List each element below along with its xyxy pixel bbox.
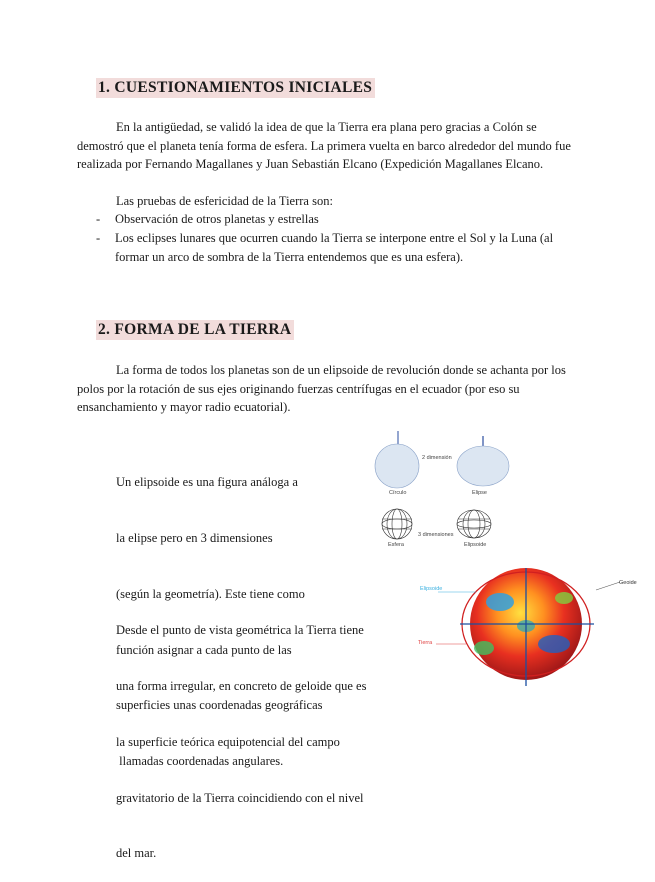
text-line: Desde el punto de vista geométrica la Tierra tiene [116, 623, 364, 638]
text-line: gravitatorio de la Tierra coincidiendo con el nivel [116, 790, 364, 805]
label-2d: 2 dimensión [422, 455, 452, 461]
proofs-intro: Las pruebas de esfericidad de la Tierra son: [116, 193, 333, 208]
forma-paragraph: La forma de todos los planetas son de un elipsoide de revolución donde se achanta por los polos por la rotación de sus ejes originando fuerzas centrífugas en el ecuador (por eso su ensanchamiento y mayor radio ecuatorial). [77, 363, 566, 415]
label-3d: 3 dimensiones [418, 532, 454, 538]
text-line: Un elipsoide es una figura análoga a [116, 475, 298, 490]
label-ellipsoid: Elipsoide [464, 542, 487, 548]
label-circle: Círculo [389, 490, 407, 496]
text-line: una forma irregular, en concreto de geloide que es [116, 678, 367, 693]
text-line: la elipse pero en 3 dimensiones [116, 530, 273, 545]
label-ellipse: Elipse [472, 490, 487, 496]
text-line: función asignar a cada punto de las [116, 642, 292, 657]
label-earth: Tierra [418, 640, 433, 646]
label-geoid: Geoide [619, 580, 637, 586]
bullet-item [77, 210, 582, 229]
text-line: del mar. [116, 846, 157, 861]
label-sphere: Esfera [388, 542, 404, 548]
bullet-text: Los eclipses lunares que ocurren cuando la Tierra se interpone entre el Sol y la Luna (al formar un arco de sombra de la Tierra entendemos que es una esfera). [115, 230, 554, 264]
sphere-wireframe [382, 509, 412, 539]
geoid-mid-region [474, 641, 494, 655]
leader-line-geoid [596, 582, 620, 590]
circle-shape [375, 444, 419, 488]
section-2-paragraph [77, 361, 582, 417]
geoid-text [116, 584, 406, 882]
section-1-intro: En la antigüedad, se validó la idea de que la Tierra era plana pero gracias a Colón se demostró que el planeta tenía forma de esfera. La primera vuelta en barco alrededor del mundo fue realizada por Fernando Magallanes y Juan Sebastián Elcano (Expedición Magallanes Elcano. [77, 120, 571, 172]
text-line: la superficie teórica equipotencial del campo [116, 734, 340, 749]
bullet-dash: - [96, 212, 101, 227]
bullet-dash: - [96, 230, 101, 245]
label-ellipsoid: Elipsoide [420, 586, 443, 592]
text-line: llamadas coordenadas angulares. [116, 754, 284, 769]
geoid-low-region [538, 635, 570, 653]
text-line: (según la geometría). Este tiene como [116, 586, 305, 601]
ellipsoid-wireframe [457, 510, 491, 538]
geoid-figure [414, 568, 640, 686]
geoid-mid-region [555, 592, 573, 604]
bullet-item [77, 229, 582, 266]
section-2-heading: 2. FORMA DE LA TIERRA [96, 320, 294, 340]
section-1-heading: 1. CUESTIONAMIENTOS INICIALES [96, 78, 375, 98]
bullet-text: Observación de otros planetas y estrellas [115, 212, 319, 227]
geoid-svg [414, 568, 640, 686]
text-line: superficies unas coordenadas geográficas [116, 698, 323, 713]
ellipse-comparison-figure [368, 428, 518, 556]
ellipse-shape [457, 446, 509, 486]
geoid-low-region [486, 593, 514, 611]
section-1-body [77, 118, 582, 266]
